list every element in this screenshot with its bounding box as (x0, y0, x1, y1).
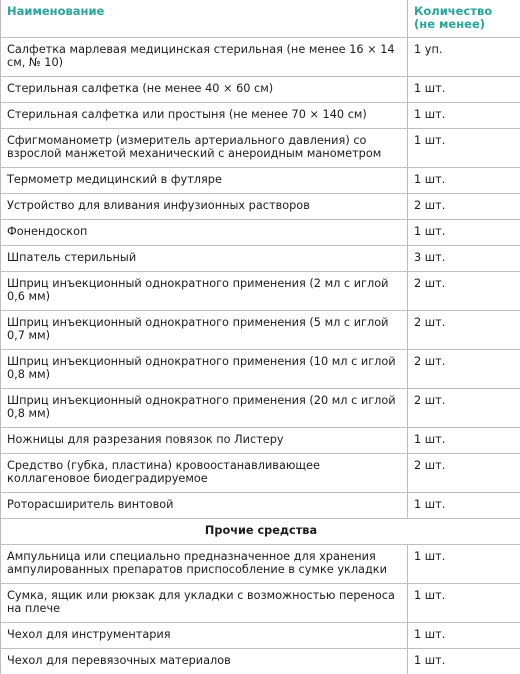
item-name: Шприц инъекционный однократного применения (2 мл с иглой 0,6 мм) (1, 272, 408, 311)
item-name: Чехол для перевязочных материалов (1, 649, 408, 674)
header-qty (408, 0, 520, 38)
table-row (1, 584, 520, 623)
item-name: Термометр медицинский в футляре (1, 168, 408, 194)
item-name: Стерильная салфетка или простыня (не менее 70 × 140 см) (1, 103, 408, 129)
table-row (1, 77, 520, 103)
item-qty: 1 шт. (408, 545, 520, 584)
table-row (1, 129, 520, 168)
item-qty: 2 шт. (408, 454, 520, 493)
item-name: Стерильная салфетка (не менее 40 × 60 см) (1, 77, 408, 103)
item-qty: 2 шт. (408, 272, 520, 311)
item-qty: 3 шт. (408, 246, 520, 272)
table-row (1, 38, 520, 77)
item-qty: 2 шт. (408, 389, 520, 428)
table-row (1, 103, 520, 129)
header-qty-line2: (не менее) (414, 17, 485, 31)
table-body (1, 38, 520, 674)
item-qty: 1 уп. (408, 38, 520, 77)
item-qty: 1 шт. (408, 493, 520, 519)
table-row (1, 246, 520, 272)
table-row (1, 168, 520, 194)
header-name: Наименование (1, 0, 408, 38)
item-name: Шпатель стерильный (1, 246, 408, 272)
section-title: Прочие средства (1, 519, 520, 545)
item-qty: 1 шт. (408, 103, 520, 129)
table-row (1, 623, 520, 649)
table-row (1, 272, 520, 311)
item-name: Шприц инъекционный однократного применения (5 мл с иглой 0,7 мм) (1, 311, 408, 350)
item-qty: 1 шт. (408, 649, 520, 674)
item-name: Ампульница или специально предназначенное для хранения ампулированных препаратов приспособление в сумке укладки (1, 545, 408, 584)
item-name: Шприц инъекционный однократного применения (10 мл с иглой 0,8 мм) (1, 350, 408, 389)
item-name: Сумка, ящик или рюкзак для укладки с возможностью переноса на плече (1, 584, 408, 623)
table-row (1, 649, 520, 674)
item-name: Шприц инъекционный однократного применения (20 мл с иглой 0,8 мм) (1, 389, 408, 428)
item-qty: 1 шт. (408, 584, 520, 623)
item-name: Сфигмоманометр (измеритель артериального давления) со взрослой манжетой механический с анероидным манометром (1, 129, 408, 168)
table-row (1, 311, 520, 350)
item-name: Салфетка марлевая медицинская стерильная (не менее 16 × 14 см, № 10) (1, 38, 408, 77)
item-qty: 1 шт. (408, 129, 520, 168)
item-name: Фонендоскоп (1, 220, 408, 246)
item-name: Устройство для вливания инфузионных растворов (1, 194, 408, 220)
table-row (1, 428, 520, 454)
table-row (1, 194, 520, 220)
item-qty: 2 шт. (408, 311, 520, 350)
item-qty: 1 шт. (408, 623, 520, 649)
table-row (1, 220, 520, 246)
item-qty: 1 шт. (408, 220, 520, 246)
item-name: Чехол для инструментария (1, 623, 408, 649)
section-row (1, 519, 520, 545)
table-row (1, 389, 520, 428)
table-row (1, 493, 520, 519)
header-row (1, 0, 520, 38)
item-name: Средство (губка, пластина) кровоостанавливающее коллагеновое биодеградируемое (1, 454, 408, 493)
item-qty: 1 шт. (408, 77, 520, 103)
item-qty: 1 шт. (408, 428, 520, 454)
table-row (1, 454, 520, 493)
header-qty-line1: Количество (414, 4, 492, 18)
table-header (1, 0, 520, 38)
table-row (1, 545, 520, 584)
item-qty: 2 шт. (408, 194, 520, 220)
item-qty: 2 шт. (408, 350, 520, 389)
item-name: Роторасширитель винтовой (1, 493, 408, 519)
item-qty: 1 шт. (408, 168, 520, 194)
item-name: Ножницы для разрезания повязок по Листеру (1, 428, 408, 454)
table-row (1, 350, 520, 389)
